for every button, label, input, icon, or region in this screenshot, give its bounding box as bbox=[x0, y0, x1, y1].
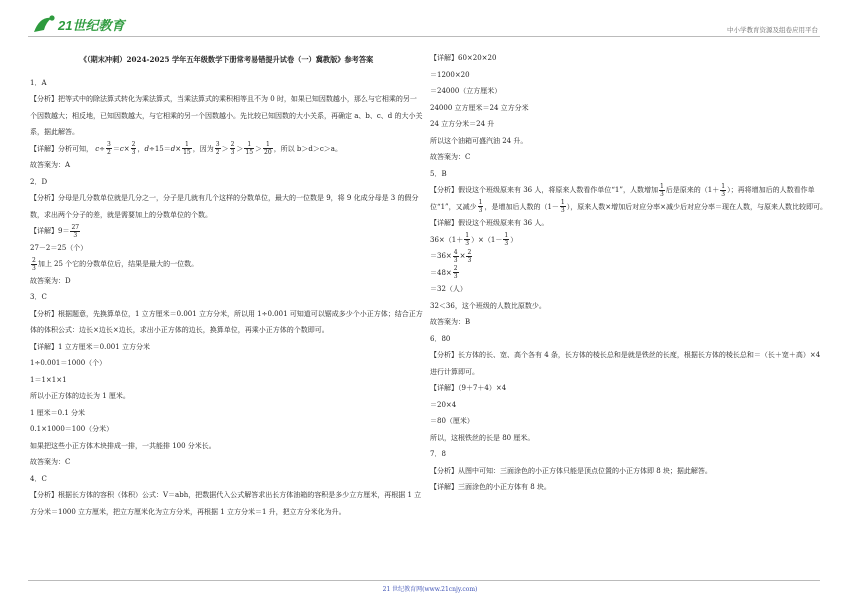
q3-line2: 1÷0.001＝1000（个） bbox=[30, 359, 107, 367]
q2-detail: 【详解】9＝ $\frac{27}{3}$ bbox=[30, 223, 80, 239]
q3-line7: 如果把这些小正方体木块排成一排，一共能排 100 分米长。 bbox=[30, 441, 216, 450]
q3-line6: 0.1×1000＝100（分米） bbox=[30, 425, 114, 433]
q3-answer: 3．C bbox=[30, 293, 47, 301]
q5-answer: 5．B bbox=[430, 169, 447, 178]
logo-text: 21世纪教育 bbox=[58, 18, 125, 33]
q3-detail: 【详解】1 立方厘米＝0.001 立方分米 bbox=[30, 342, 150, 351]
q4-line4: 24000 立方厘米＝24 立方分米 bbox=[430, 103, 529, 112]
q4-detail: 【详解】60×20×20 bbox=[430, 54, 497, 62]
q6-analysis: 【分析】长方体的长、宽、高个各有 4 条，长方体的棱长总和是就是铁丝的长度，根据长方体的棱长总和＝（长＋宽＋高）×4 进行计算即可。 bbox=[430, 351, 821, 376]
q1-conclusion: 故答案为：A bbox=[30, 161, 71, 169]
q3-analysis: 【分析】根据题意，先换算单位，1 立方厘米＝0.001 立方分米，所以用 1÷0.001 可知道可以锯成多少个小正方体；结合正方体的体积公式：边长×边长×边长，求出小正方体的边长，换算单位，再乘小正方体的个数即可。 bbox=[30, 309, 423, 334]
right-column bbox=[430, 50, 828, 496]
q6-line3: ＝80（厘米） bbox=[430, 417, 474, 425]
q2-analysis: 【分析】分母是几分数单位就是几分之一，分子是几就有几个这样的分数单位，最大的一位数是 9，将 9 化成分母是 3 的假分数，求出两个分子的差，就是需要加上的分数单位的个数。 bbox=[30, 194, 419, 219]
q5-line2: 36×（1＋ $\frac{1}{3}$ ）×（1－ $\frac{1}{3}$ ） bbox=[430, 232, 518, 247]
q1-answer: 1．A bbox=[30, 78, 47, 87]
q4-line3: ＝24000（立方厘米） bbox=[430, 87, 502, 95]
q5-line3: ＝36× $\frac{4}{3}$ × $\frac{2}{3}$ bbox=[430, 248, 472, 264]
q4-conclusion: 故答案为：C bbox=[430, 153, 471, 161]
q2-line3: $\frac{2}{3}$ 加上 25 个它的分数单位后，结果是最大的一位数。 bbox=[32, 256, 199, 272]
q5-conclusion: 故答案为：B bbox=[430, 318, 471, 326]
q4-line2: ＝1200×20 bbox=[430, 70, 470, 79]
q2-conclusion: 故答案为：D bbox=[30, 276, 71, 285]
q5-detail: 【详解】假设这个班级原来有 36 人。 bbox=[430, 219, 549, 227]
footer-divider bbox=[28, 580, 820, 581]
document-title: 《（期末冲刺）2024-2025 学年五年级数学下册常考易错提升试卷（一）冀教版》参考答案 bbox=[79, 55, 374, 64]
q4-line5: 24 立方分米＝24 升 bbox=[430, 120, 495, 128]
q6-answer: 6．80 bbox=[430, 334, 451, 343]
q3-line3: 1＝1×1×1 bbox=[30, 375, 67, 384]
q7-detail: 【详解】三面涂色的小正方体有 8 块。 bbox=[430, 483, 551, 491]
q5-analysis: 【分析】假设这个班级原来有 36 人，将原来人数看作单位“1”，人数增加 $\frac{1}{3}$ 后是原来的（1＋ $\frac{1}{3}$ ）；再将增加后的人数看作单位“1”，又减少 $\frac{1}{3}$ ，是增加后人数的（1－ $\frac{1}{3}$ ），原来人数×增加后对应分率×减少后对应分率＝现在人数，与原来人数比较即可。 bbox=[430, 182, 827, 214]
q4-answer: 4．C bbox=[30, 474, 47, 483]
q6-line2: ＝20×4 bbox=[430, 400, 457, 409]
footer-link[interactable]: 21 世纪教育网(www.21cnjy.com) bbox=[382, 586, 478, 593]
q1-analysis: 【分析】把等式中的除法算式转化为乘法算式，当乘法算式的乘积相等且不为 0 时，如果已知因数越小，那么与它相乘的另一个因数越大；相反地，已知因数越大，与它相乘的另一个因数越小。先比较已知因数的大小关系，再确定 a、b、c、d 的大小关系，据此解答。 bbox=[30, 95, 423, 136]
q4-analysis: 【分析】根据长方体的容积（体积）公式：V＝abh，把数据代入公式解答求出长方体油箱的容积是多少立方厘米，再根据 1 立方分米＝1000 立方厘米，把立方厘米化为立方分米，再根据 1 立方分米＝1 升，把立方分米化为升。 bbox=[30, 491, 422, 516]
site-logo bbox=[30, 12, 140, 38]
q7-analysis: 【分析】从图中可知：三面涂色的小正方体只能是顶点位置的小正方体即 8 块；据此解答。 bbox=[430, 466, 712, 475]
header-platform-text: 中小学教育资源及组卷应用平台 bbox=[727, 26, 818, 34]
q3-line4: 所以小正方体的边长为 1 厘米。 bbox=[30, 392, 130, 400]
q6-detail: 【详解】（9＋7＋4）×4 bbox=[430, 384, 507, 392]
q5-line4: ＝48× $\frac{2}{3}$ bbox=[430, 265, 458, 280]
q3-conclusion: 故答案为：C bbox=[30, 458, 71, 466]
header-divider bbox=[28, 36, 820, 37]
q5-line5: ＝32（人） bbox=[430, 285, 467, 293]
q5-line6: 32＜36，这个班级的人数比原数少。 bbox=[430, 301, 546, 310]
q1-detail: 【详解】分析可知， c÷ $\frac{3}{2}$ ＝c× $\frac{2}{3}$ ，d÷15＝d× $\frac{1}{15}$ ，因为 $\frac{3}{2}$ ＞ $\frac{2}{3}$ ＞ $\frac{1}{15}$ ＞ $\frac{1}{20}$ ，所以 b＞d＞c＞a。 bbox=[30, 141, 342, 156]
left-column bbox=[30, 52, 423, 520]
q6-line4: 所以，这根铁丝的长是 80 厘米。 bbox=[430, 433, 535, 442]
q2-answer: 2．D bbox=[30, 177, 48, 186]
q2-line2: 27－2＝25（个） bbox=[30, 243, 88, 252]
q7-answer: 7．8 bbox=[430, 450, 446, 458]
q4-line6: 所以这个油箱可盛汽油 24 升。 bbox=[430, 136, 528, 145]
q3-line5: 1 厘米＝0.1 分米 bbox=[30, 408, 86, 417]
